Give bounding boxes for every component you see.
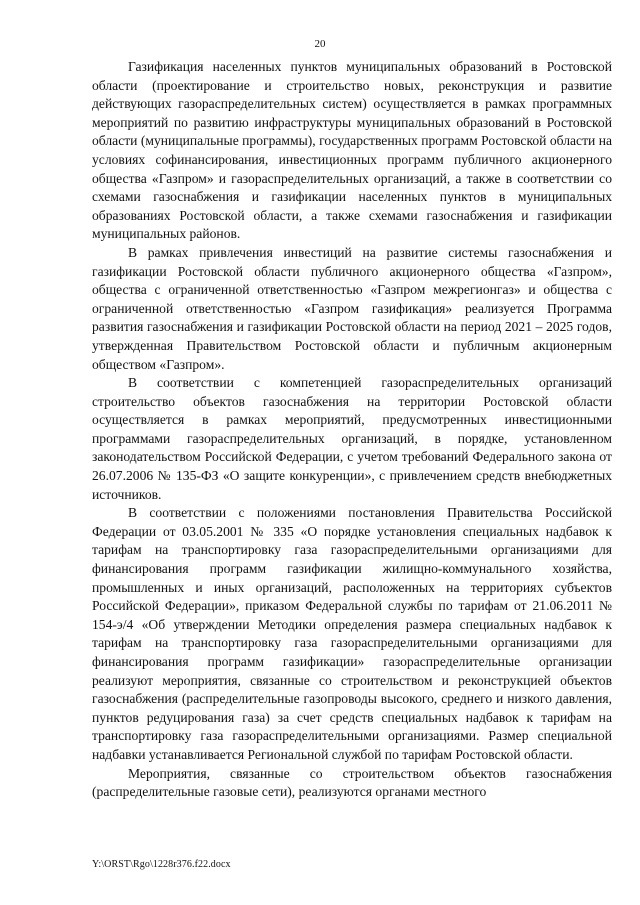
paragraph-regulation: В соответствии с положениями постановления Правительства Российской Федерации от 03.05.2001 № 335 «О порядке установления специальных надбавок к тарифам на транспортировку газа газораспределительными организациями для финансирования программ газификации жилищно-коммунального хозяйства, промышленных и иных организаций, расположенных на территориях субъектов Российской Федерации», приказом Федеральной службы по тарифам от 21.06.2011 № 154-э/4 «Об утверждении Методики определения размера специальных надбавок к тарифам на транспортировку газа газораспределительными организациями для финансирования программ газификации» газораспределительные организации реализуют мероприятия, связанные со строительством и реконструкцией объектов газоснабжения (распределительные газопроводы высокого, среднего и низкого давления, пунктов редуцирования газа) за счет средств специальных надбавок к тарифам на транспортировку газа газораспределительными организациями. Размер специальной надбавки устанавливается Региональной службой по тарифам Ростовской области. (92, 505, 612, 762)
footer-file-path: Y:\ORST\Rgo\1228r376.f22.docx (92, 859, 231, 870)
paragraph-competence: В соответствии с компетенцией газораспределительных организаций строительство объектов газоснабжения на территории Ростовской области осуществляется в рамках мероприятий, предусмотренных инвестиционными программами газораспределительных организаций, в порядке, установленном законодательством Российской Федерации, с учетом требований Федерального закона от 26.07.2006 № 135-ФЗ «О защите конкуренции», с привлечением средств внебюджетных источников. (92, 375, 612, 502)
page-number: 20 (314, 38, 326, 50)
paragraph-gasification: Газификация населенных пунктов муниципальных образований в Ростовской области (проектирование и строительство новых, реконструкция и развитие действующих газораспределительных систем) осуществляется в рамках программных мероприятий по развитию инфраструктуры муниципальных образований в Ростовской области (муниципальные программы), государственных программ Ростовской области на условиях софинансирования, инвестиционных программ публичного акционерного общества «Газпром» и газораспределительных организаций, а также в соответствии со схемами газоснабжения и газификации населенных пунктов в муниципальных образованиях Ростовской области, а также схемами газоснабжения и газификации муниципальных районов. (92, 59, 612, 242)
paragraph-investments: В рамках привлечения инвестиций на развитие системы газоснабжения и газификации Ростовской области публичного акционерного общества «Газпром», общества с ограниченной ответственностью «Газпром межрегионгаз» и общества с ограниченной ответственностью «Газпром газификация» реализуется Программа развития газоснабжения и газификации Ростовской области на период 2021 – 2025 годов, утвержденная Правительством Ростовской области и публичным акционерным обществом «Газпром». (92, 244, 612, 372)
paragraph-measures: Мероприятия, связанные со строительством объектов газоснабжения (распределительные газовые сети), реализуются органами местного (92, 765, 612, 800)
document-body (92, 58, 612, 802)
